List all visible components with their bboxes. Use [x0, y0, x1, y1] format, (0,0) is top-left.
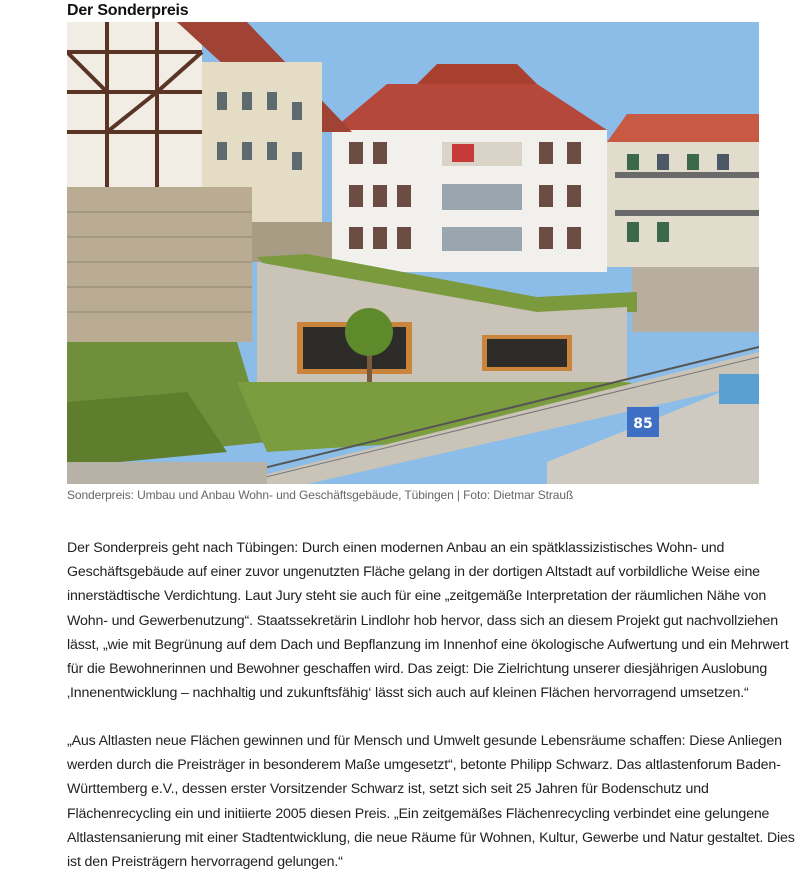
- paragraph-line: „Aus Altlasten neue Flächen gewinnen und für Mensch und Umwelt gesunde Lebensräume schaffen: Diese Anliegen: [67, 733, 782, 749]
- paragraph-line: ist den Preisträgern hervorragend gelungen.“: [67, 854, 343, 871]
- photo-caption: Sonderpreis: Umbau und Anbau Wohn- und Geschäftsgebäude, Tübingen | Foto: Dietmar Strauß: [67, 488, 574, 502]
- paragraph-line: Altlastensanierung mit einer Stadtentwicklung, die neue Räume für Wohnen, Kultur, Gewerbe und Natur gestaltet. Dies: [67, 829, 795, 846]
- paragraph-line: ‚Innenentwicklung – nachhaltig und zukunftsfähig‘ lässt sich auch auf kleinen Flächen hervorragend umsetzen.“: [67, 685, 749, 702]
- paragraph-line: Der Sonderpreis geht nach Tübingen: Durch einen modernen Anbau an ein spätklassizistisches Wohn- und: [67, 540, 725, 556]
- svg-text:85: 85: [633, 416, 653, 432]
- photo-illustration: [67, 22, 759, 484]
- paragraph-line: werden durch die Preisträger in besonderem Maße umgesetzt“, betonte Philipp Schwarz. Das altlastenforum Baden-: [67, 757, 781, 774]
- article-photo: [67, 22, 759, 484]
- paragraph-line: Flächenrecycling ein und initiierte 2005 diesen Preis. „Ein zeitgemäßes Flächenrecycling verbindet eine gelungene: [67, 805, 770, 822]
- paragraph-line: Württemberg e.V., dessen erster Vorsitzender Schwarz ist, setzt sich seit 25 Jahren für Bodenschutz und: [67, 781, 709, 798]
- paragraph-line: für die Bewohnerinnen und Bewohner geschaffen wird. Das zeigt: Die Zielrichtung unserer diesjährigen Auslobung: [67, 661, 768, 678]
- paragraph-line: lässt, „wie mit Begrünung auf dem Dach und Bepflanzung im Innenhof eine ökologische Aufwertung und ein Mehrwert: [67, 636, 789, 653]
- paragraph-2: [67, 729, 795, 874]
- section-heading: Der Sonderpreis: [67, 2, 189, 19]
- paragraph-line: Wohn- und Gewerbenutzung“. Staatssekretärin Lindlohr hob hervor, dass sich an diesem Projekt gut nachvollziehen: [67, 612, 779, 629]
- paragraph-line: innerstädtische Verdichtung. Laut Jury steht sie auch für eine „zeitgemäße Interpretation der räumlichen Nähe von: [67, 588, 767, 605]
- paragraph-1: [67, 536, 789, 705]
- paragraph-line: Geschäftsgebäude auf einer zuvor ungenutzten Fläche gelang in der dortigen Altstadt auf vorbildliche Weise eine: [67, 564, 760, 581]
